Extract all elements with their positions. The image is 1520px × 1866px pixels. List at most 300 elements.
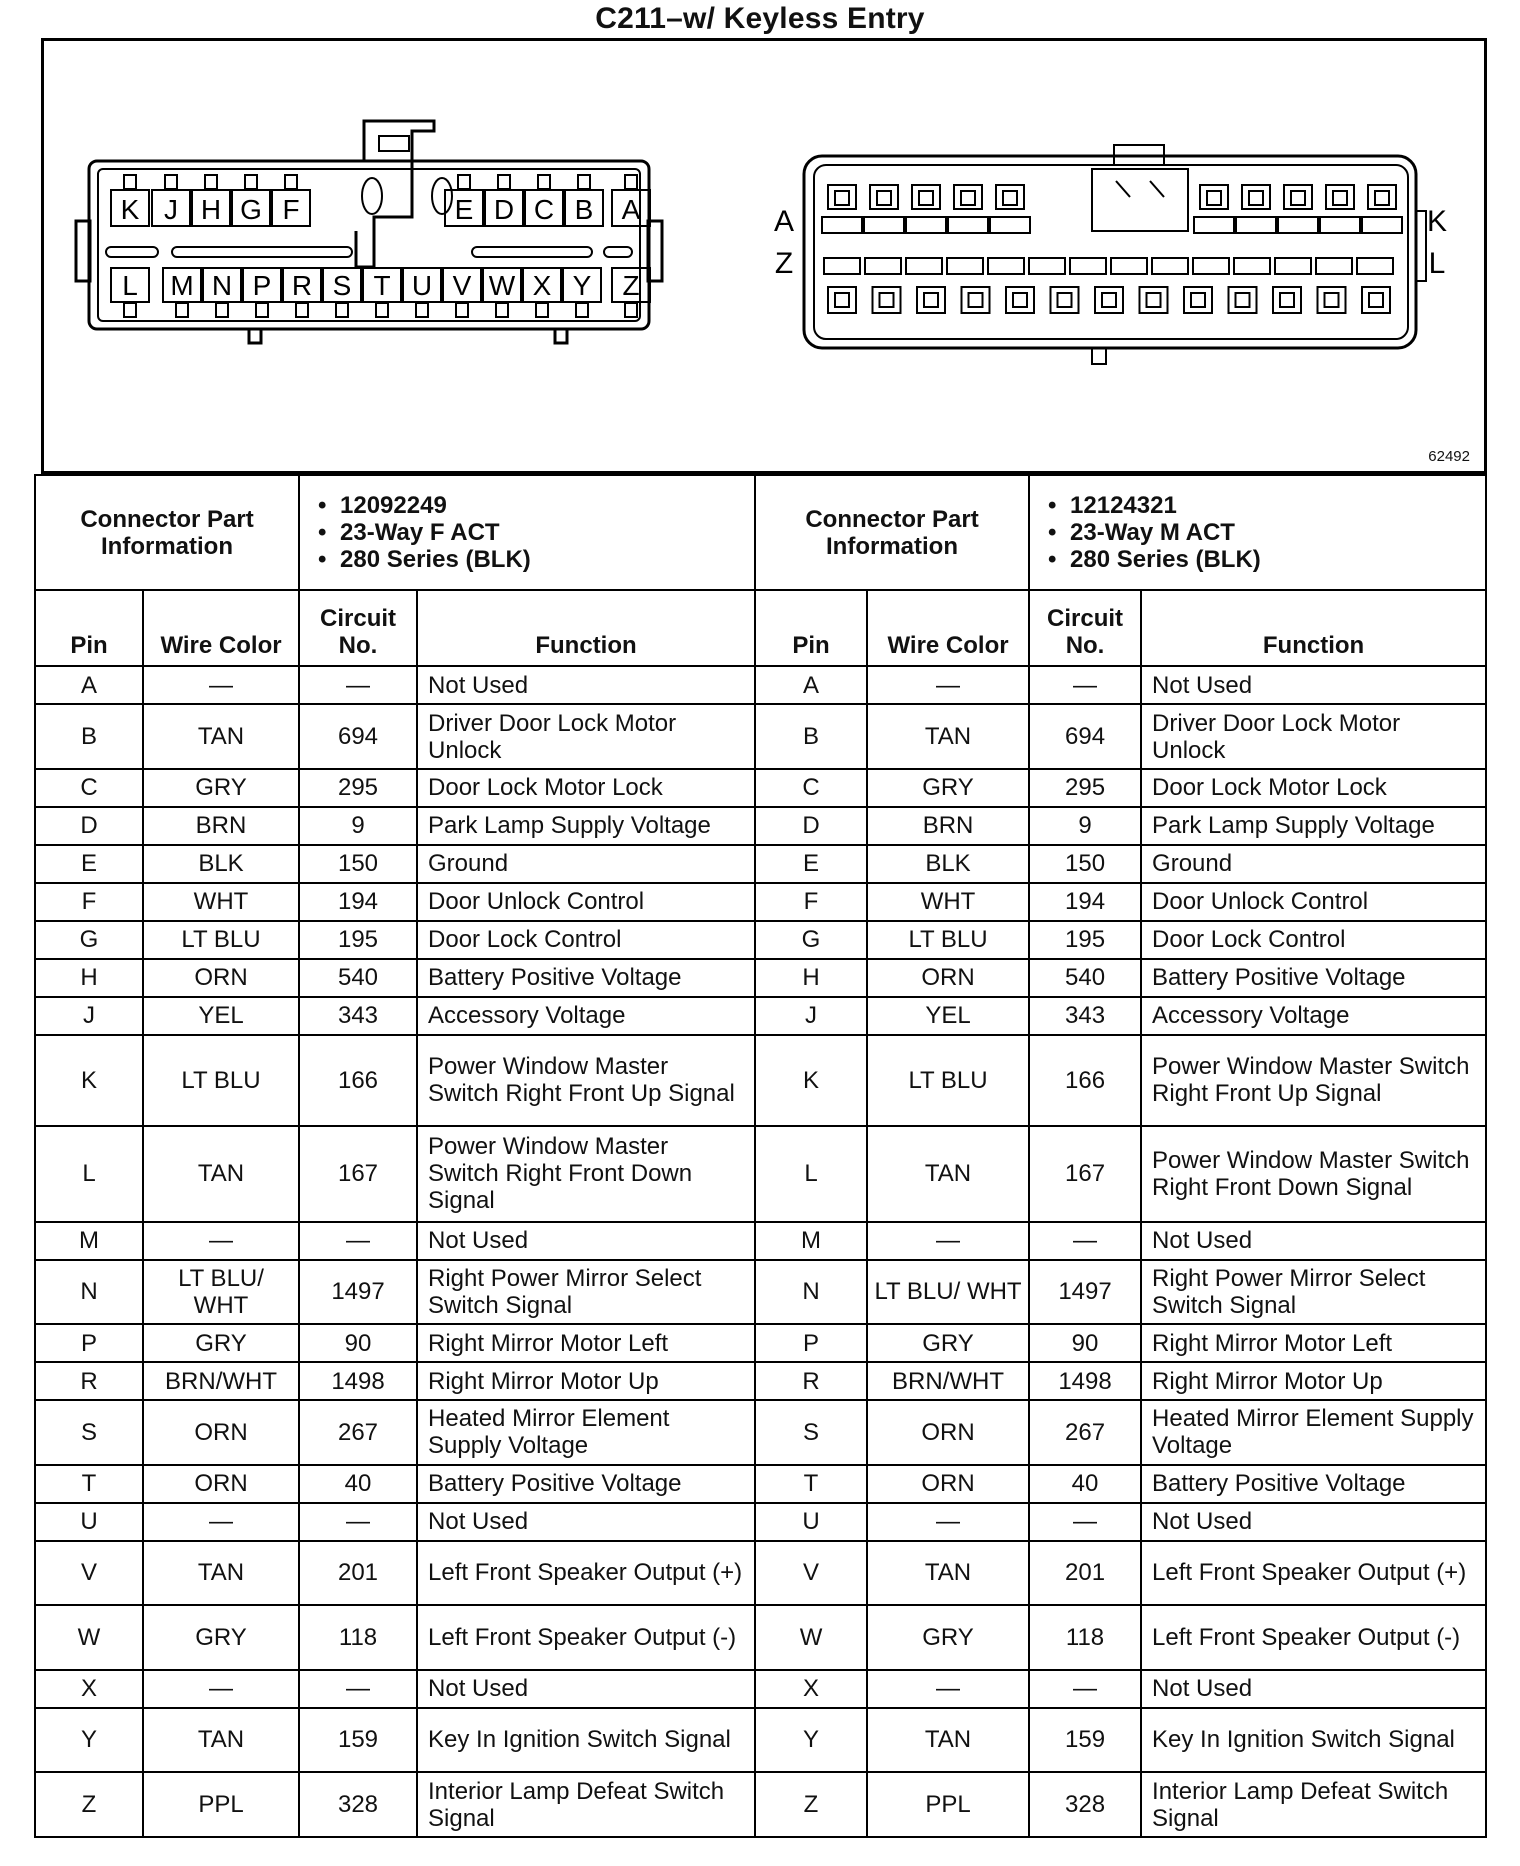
table-row (35, 921, 1486, 959)
circuit-cell-left: — (299, 1670, 417, 1708)
wire-color-cell-right: LT BLU (867, 1035, 1029, 1126)
wire-color-cell-left: — (143, 1503, 299, 1541)
header-wire-color-right: Wire Color (867, 590, 1029, 666)
male-latch-slot (906, 258, 942, 274)
circuit-cell-left: 540 (299, 959, 417, 997)
male-terminal-pin (1191, 293, 1205, 307)
male-terminal (917, 287, 945, 313)
pin-cell-left: X (35, 1670, 143, 1708)
wire-color-cell-left: ORN (143, 1465, 299, 1503)
male-latch-slot (1362, 217, 1402, 233)
table-row (35, 704, 1486, 769)
wire-color-cell-right: ORN (867, 959, 1029, 997)
function-cell-right: Right Mirror Motor Left (1141, 1324, 1486, 1362)
pin-cell-left: W (35, 1605, 143, 1670)
female-connector (76, 121, 662, 343)
connector-diagrams (44, 41, 1484, 471)
function-cell-left: Left Front Speaker Output (+) (417, 1541, 755, 1606)
male-terminal-pin (1058, 293, 1072, 307)
male-terminal (1184, 287, 1212, 313)
male-terminal-pin (1325, 293, 1339, 307)
male-terminal-pin (1013, 293, 1027, 307)
wire-color-cell-left: WHT (143, 883, 299, 921)
function-cell-right: Heated Mirror Element Supply Voltage (1141, 1400, 1486, 1465)
table-row (35, 1222, 1486, 1260)
pin-cell-left: C (35, 769, 143, 807)
pin-cell-right: B (755, 704, 867, 769)
table-row (35, 1503, 1486, 1541)
circuit-cell-right: 9 (1029, 807, 1141, 845)
male-latch-slot (1278, 217, 1318, 233)
female-pin-label-S: S (332, 270, 352, 301)
circuit-cell-left: 150 (299, 845, 417, 883)
male-terminal (962, 287, 990, 313)
female-lock-tab (296, 303, 308, 317)
female-pin-label-P: P (252, 270, 272, 301)
male-terminal-pin (1369, 293, 1383, 307)
pin-cell-right: J (755, 997, 867, 1035)
female-pin-label-D: D (493, 194, 515, 225)
wire-color-cell-left: TAN (143, 1126, 299, 1222)
table-row (35, 1126, 1486, 1222)
function-cell-right: Battery Positive Voltage (1141, 959, 1486, 997)
function-cell-left: Heated Mirror Element Supply Voltage (417, 1400, 755, 1465)
male-latch-slot (948, 217, 988, 233)
function-cell-right: Power Window Master Switch Right Front Down Signal (1141, 1126, 1486, 1222)
wire-color-cell-right: BLK (867, 845, 1029, 883)
wire-color-cell-left: ORN (143, 959, 299, 997)
circuit-cell-right: 150 (1029, 845, 1141, 883)
table-row (35, 666, 1486, 704)
male-latch-slot (822, 217, 862, 233)
male-terminal (1051, 287, 1079, 313)
pin-cell-right: C (755, 769, 867, 807)
page-title: C211–w/ Keyless Entry (595, 2, 925, 35)
function-cell-left: Ground (417, 845, 755, 883)
male-label-a: A (773, 205, 795, 238)
function-cell-right: Left Front Speaker Output (-) (1141, 1605, 1486, 1670)
male-terminal-pin (1375, 191, 1389, 205)
female-pin-label-H: H (200, 194, 222, 225)
wire-color-cell-right: TAN (867, 1708, 1029, 1773)
pin-cell-right: K (755, 1035, 867, 1126)
table-row (35, 1362, 1486, 1400)
function-cell-left: Driver Door Lock Motor Unlock (417, 704, 755, 769)
left-part-number: • 12092249 (340, 492, 744, 519)
function-cell-left: Door Lock Control (417, 921, 755, 959)
header-function-left: Function (417, 590, 755, 666)
male-terminal (1318, 287, 1346, 313)
male-terminal (1229, 287, 1257, 313)
table-row (35, 1260, 1486, 1325)
female-lock-tab (538, 175, 550, 189)
female-pin-label-B: B (574, 194, 594, 225)
wire-color-cell-right: — (867, 1670, 1029, 1708)
circuit-cell-right: 166 (1029, 1035, 1141, 1126)
female-pin-label-F: F (282, 194, 300, 225)
table-row (35, 1541, 1486, 1606)
circuit-cell-right: 40 (1029, 1465, 1141, 1503)
male-terminal-pin (961, 191, 975, 205)
female-lock-tab (285, 175, 297, 189)
wire-color-cell-left: BRN (143, 807, 299, 845)
pin-cell-right: M (755, 1222, 867, 1260)
circuit-cell-left: 9 (299, 807, 417, 845)
circuit-cell-left: 90 (299, 1324, 417, 1362)
function-cell-right: Driver Door Lock Motor Unlock (1141, 704, 1486, 769)
wire-color-cell-left: — (143, 666, 299, 704)
pin-cell-right: R (755, 1362, 867, 1400)
female-lock-tab (625, 175, 637, 189)
male-latch-slot (824, 258, 860, 274)
male-latch-slot (906, 217, 946, 233)
right-part-info (1029, 475, 1486, 590)
left-desc-line1: • 23-Way F ACT (340, 519, 744, 546)
female-lock-tab (176, 303, 188, 317)
circuit-cell-right: 540 (1029, 959, 1141, 997)
table-row (35, 959, 1486, 997)
circuit-cell-right: 1497 (1029, 1260, 1141, 1325)
header-circuit-right: Circuit No. (1029, 590, 1141, 666)
male-terminal-pin (835, 293, 849, 307)
pin-cell-left: T (35, 1465, 143, 1503)
female-lock-tab (124, 175, 136, 189)
male-terminal-pin (924, 293, 938, 307)
circuit-cell-right: 159 (1029, 1708, 1141, 1773)
table-row (35, 883, 1486, 921)
female-pin-label-W: W (488, 270, 516, 301)
wire-color-cell-right: TAN (867, 704, 1029, 769)
male-terminal-pin (880, 293, 894, 307)
table-row (35, 1400, 1486, 1465)
pin-cell-right: S (755, 1400, 867, 1465)
function-cell-left: Park Lamp Supply Voltage (417, 807, 755, 845)
female-lower-cavities (111, 268, 650, 317)
pin-cell-left: P (35, 1324, 143, 1362)
right-info-label: Connector Part Information (755, 475, 1029, 590)
function-cell-left: Door Lock Motor Lock (417, 769, 755, 807)
wire-color-cell-left: LT BLU (143, 1035, 299, 1126)
male-terminal-pin (1333, 191, 1347, 205)
female-lock-tab (124, 303, 136, 317)
female-lock-tab (456, 303, 468, 317)
male-latch-slot (947, 258, 983, 274)
female-pin-label-K: K (120, 194, 140, 225)
male-latch-slot (1236, 217, 1276, 233)
male-terminal-pin (1003, 191, 1017, 205)
function-cell-left: Interior Lamp Defeat Switch Signal (417, 1772, 755, 1837)
circuit-cell-right: 295 (1029, 769, 1141, 807)
function-cell-right: Left Front Speaker Output (+) (1141, 1541, 1486, 1606)
male-terminal-pin (1147, 293, 1161, 307)
pin-cell-left: R (35, 1362, 143, 1400)
function-cell-right: Battery Positive Voltage (1141, 1465, 1486, 1503)
male-latch-slot (1320, 217, 1360, 233)
pin-cell-left: N (35, 1260, 143, 1325)
male-mid-cavities (824, 258, 1393, 274)
circuit-cell-right: 167 (1029, 1126, 1141, 1222)
female-pin-label-M: M (170, 270, 194, 301)
male-latch-slot (1316, 258, 1352, 274)
pin-cell-left: B (35, 704, 143, 769)
wire-color-cell-left: — (143, 1222, 299, 1260)
female-pin-label-V: V (452, 270, 472, 301)
function-cell-left: Power Window Master Switch Right Front Down Signal (417, 1126, 755, 1222)
male-terminal-pin (877, 191, 891, 205)
male-latch-slot (1029, 258, 1065, 274)
male-terminal-pin (919, 191, 933, 205)
female-lock-tab (458, 175, 470, 189)
table-row (35, 997, 1486, 1035)
pin-cell-left: H (35, 959, 143, 997)
circuit-cell-left: — (299, 1222, 417, 1260)
wire-color-cell-left: YEL (143, 997, 299, 1035)
header-wire-color-left: Wire Color (143, 590, 299, 666)
male-latch-slot (865, 258, 901, 274)
pin-cell-right: W (755, 1605, 867, 1670)
header-pin-right: Pin (755, 590, 867, 666)
male-terminal-pin (835, 191, 849, 205)
male-label-z: Z (774, 247, 794, 280)
left-info-label: Connector Part Information (35, 475, 299, 590)
male-terminal (1095, 287, 1123, 313)
wire-color-cell-left: PPL (143, 1772, 299, 1837)
wire-color-cell-left: TAN (143, 1541, 299, 1606)
male-terminal-pin (1102, 293, 1116, 307)
wire-color-cell-left: LT BLU/ WHT (143, 1260, 299, 1325)
circuit-cell-left: 328 (299, 1772, 417, 1837)
circuit-cell-right: 1498 (1029, 1362, 1141, 1400)
male-bottom-cavities (828, 287, 1390, 313)
function-cell-left: Right Mirror Motor Left (417, 1324, 755, 1362)
function-cell-left: Not Used (417, 666, 755, 704)
left-part-info (299, 475, 755, 590)
male-terminal (1006, 287, 1034, 313)
male-latch-slot (1111, 258, 1147, 274)
female-pin-label-E: E (454, 194, 474, 225)
wire-color-cell-left: TAN (143, 704, 299, 769)
function-cell-left: Key In Ignition Switch Signal (417, 1708, 755, 1773)
circuit-cell-right: — (1029, 1222, 1141, 1260)
left-desc-line2: 280 Series (BLK) (340, 546, 531, 574)
circuit-cell-left: 167 (299, 1126, 417, 1222)
pin-cell-right: N (755, 1260, 867, 1325)
function-cell-right: Right Mirror Motor Up (1141, 1362, 1486, 1400)
female-pin-label-Z: Z (622, 270, 640, 301)
male-latch-slot (1152, 258, 1188, 274)
circuit-cell-left: — (299, 666, 417, 704)
function-cell-right: Not Used (1141, 666, 1486, 704)
circuit-cell-left: — (299, 1503, 417, 1541)
circuit-cell-left: 267 (299, 1400, 417, 1465)
function-cell-right: Ground (1141, 845, 1486, 883)
pin-cell-right: H (755, 959, 867, 997)
wire-color-cell-right: ORN (867, 1465, 1029, 1503)
male-terminal (1140, 287, 1168, 313)
circuit-cell-right: — (1029, 1670, 1141, 1708)
female-lock-tab (256, 303, 268, 317)
pin-cell-right: F (755, 883, 867, 921)
function-cell-left: Not Used (417, 1503, 755, 1541)
figure-id: 62492 (1428, 448, 1470, 465)
pin-cell-right: V (755, 1541, 867, 1606)
male-latch-slot (990, 217, 1030, 233)
pin-cell-right: P (755, 1324, 867, 1362)
function-cell-right: Power Window Master Switch Right Front Up Signal (1141, 1035, 1486, 1126)
female-lock-tab (165, 175, 177, 189)
male-terminal-pin (1236, 293, 1250, 307)
wire-color-cell-right: BRN (867, 807, 1029, 845)
pin-cell-right: G (755, 921, 867, 959)
function-cell-left: Not Used (417, 1222, 755, 1260)
pin-cell-right: L (755, 1126, 867, 1222)
pin-cell-left: G (35, 921, 143, 959)
connector-info-row (35, 475, 1486, 590)
wire-color-cell-right: LT BLU/ WHT (867, 1260, 1029, 1325)
circuit-cell-left: 295 (299, 769, 417, 807)
male-terminal-pin (1249, 191, 1263, 205)
function-cell-left: Battery Positive Voltage (417, 959, 755, 997)
female-pin-label-N: N (211, 270, 233, 301)
wire-color-cell-right: YEL (867, 997, 1029, 1035)
male-latch-slot (988, 258, 1024, 274)
function-cell-right: Not Used (1141, 1503, 1486, 1541)
male-latch-slot (864, 217, 904, 233)
female-pin-label-J: J (164, 194, 178, 225)
pin-cell-left: K (35, 1035, 143, 1126)
circuit-cell-right: 195 (1029, 921, 1141, 959)
pin-cell-left: Z (35, 1772, 143, 1837)
circuit-cell-left: 343 (299, 997, 417, 1035)
circuit-cell-right: 118 (1029, 1605, 1141, 1670)
pin-cell-right: E (755, 845, 867, 883)
female-pin-label-A: A (621, 194, 641, 225)
pin-cell-left: Y (35, 1708, 143, 1773)
female-lock-tab (578, 175, 590, 189)
circuit-cell-right: 343 (1029, 997, 1141, 1035)
circuit-cell-right: 194 (1029, 883, 1141, 921)
table-row (35, 845, 1486, 883)
female-lock-tab (416, 303, 428, 317)
wire-color-cell-right: GRY (867, 1605, 1029, 1670)
male-terminal-pin (1291, 191, 1305, 205)
pin-cell-left: E (35, 845, 143, 883)
wire-color-cell-right: PPL (867, 1772, 1029, 1837)
circuit-cell-left: 194 (299, 883, 417, 921)
wire-color-cell-right: — (867, 1222, 1029, 1260)
circuit-cell-right: 694 (1029, 704, 1141, 769)
circuit-cell-left: 1497 (299, 1260, 417, 1325)
right-desc-line1: • 23-Way M ACT (1070, 519, 1475, 546)
function-cell-right: Not Used (1141, 1222, 1486, 1260)
wire-color-cell-right: LT BLU (867, 921, 1029, 959)
male-terminal-pin (969, 293, 983, 307)
male-terminal (1273, 287, 1301, 313)
function-cell-left: Power Window Master Switch Right Front Up Signal (417, 1035, 755, 1126)
male-latch-slot (1275, 258, 1311, 274)
table-row (35, 1772, 1486, 1837)
wire-color-cell-right: ORN (867, 1400, 1029, 1465)
wire-color-cell-right: TAN (867, 1541, 1029, 1606)
circuit-cell-left: 1498 (299, 1362, 417, 1400)
wire-color-cell-right: WHT (867, 883, 1029, 921)
pin-cell-right: A (755, 666, 867, 704)
male-terminal (1362, 287, 1390, 313)
female-pin-label-U: U (411, 270, 433, 301)
function-cell-left: Not Used (417, 1670, 755, 1708)
circuit-cell-left: 195 (299, 921, 417, 959)
wire-color-cell-right: — (867, 666, 1029, 704)
male-latch-slot (1070, 258, 1106, 274)
pin-cell-right: Y (755, 1708, 867, 1773)
wire-color-cell-right: BRN/WHT (867, 1362, 1029, 1400)
circuit-cell-right: — (1029, 1503, 1141, 1541)
male-terminal-pin (1280, 293, 1294, 307)
female-pin-label-Y: Y (572, 270, 592, 301)
table-row (35, 807, 1486, 845)
table-row (35, 1324, 1486, 1362)
pin-cell-right: T (755, 1465, 867, 1503)
pin-cell-left: D (35, 807, 143, 845)
function-cell-right: Door Unlock Control (1141, 883, 1486, 921)
wire-color-cell-left: — (143, 1670, 299, 1708)
wire-color-cell-left: GRY (143, 1605, 299, 1670)
pin-cell-right: Z (755, 1772, 867, 1837)
function-cell-right: Key In Ignition Switch Signal (1141, 1708, 1486, 1773)
male-top-cavities (822, 185, 1402, 233)
female-lock-tab (496, 303, 508, 317)
female-lock-tab (498, 175, 510, 189)
female-lock-tab (245, 175, 257, 189)
female-pin-label-T: T (373, 270, 391, 301)
pin-cell-left: A (35, 666, 143, 704)
female-lock-tab (205, 175, 217, 189)
header-pin-left: Pin (35, 590, 143, 666)
female-pin-label-G: G (240, 194, 262, 225)
function-cell-left: Door Unlock Control (417, 883, 755, 921)
header-circuit-left: Circuit No. (299, 590, 417, 666)
wire-color-cell-right: GRY (867, 769, 1029, 807)
male-latch-slot (1234, 258, 1270, 274)
function-cell-left: Accessory Voltage (417, 997, 755, 1035)
wire-color-cell-left: BLK (143, 845, 299, 883)
wire-color-cell-right: TAN (867, 1126, 1029, 1222)
female-lock-tab (376, 303, 388, 317)
female-lock-tab (536, 303, 548, 317)
function-cell-left: Right Power Mirror Select Switch Signal (417, 1260, 755, 1325)
function-cell-right: Right Power Mirror Select Switch Signal (1141, 1260, 1486, 1325)
table-row (35, 1708, 1486, 1773)
pin-cell-left: J (35, 997, 143, 1035)
function-cell-left: Right Mirror Motor Up (417, 1362, 755, 1400)
right-part-number: • 12124321 (1070, 492, 1475, 519)
male-terminal (873, 287, 901, 313)
pin-cell-right: D (755, 807, 867, 845)
function-cell-right: Accessory Voltage (1141, 997, 1486, 1035)
wire-color-cell-left: TAN (143, 1708, 299, 1773)
female-pin-label-L: L (122, 270, 138, 301)
wire-color-cell-left: ORN (143, 1400, 299, 1465)
circuit-cell-left: 694 (299, 704, 417, 769)
pin-cell-left: M (35, 1222, 143, 1260)
right-desc-line2: 280 Series (BLK) (1070, 546, 1261, 574)
circuit-cell-left: 118 (299, 1605, 417, 1670)
function-cell-right: Interior Lamp Defeat Switch Signal (1141, 1772, 1486, 1837)
circuit-cell-right: 90 (1029, 1324, 1141, 1362)
circuit-cell-right: 328 (1029, 1772, 1141, 1837)
male-terminal (828, 287, 856, 313)
circuit-cell-right: 267 (1029, 1400, 1141, 1465)
